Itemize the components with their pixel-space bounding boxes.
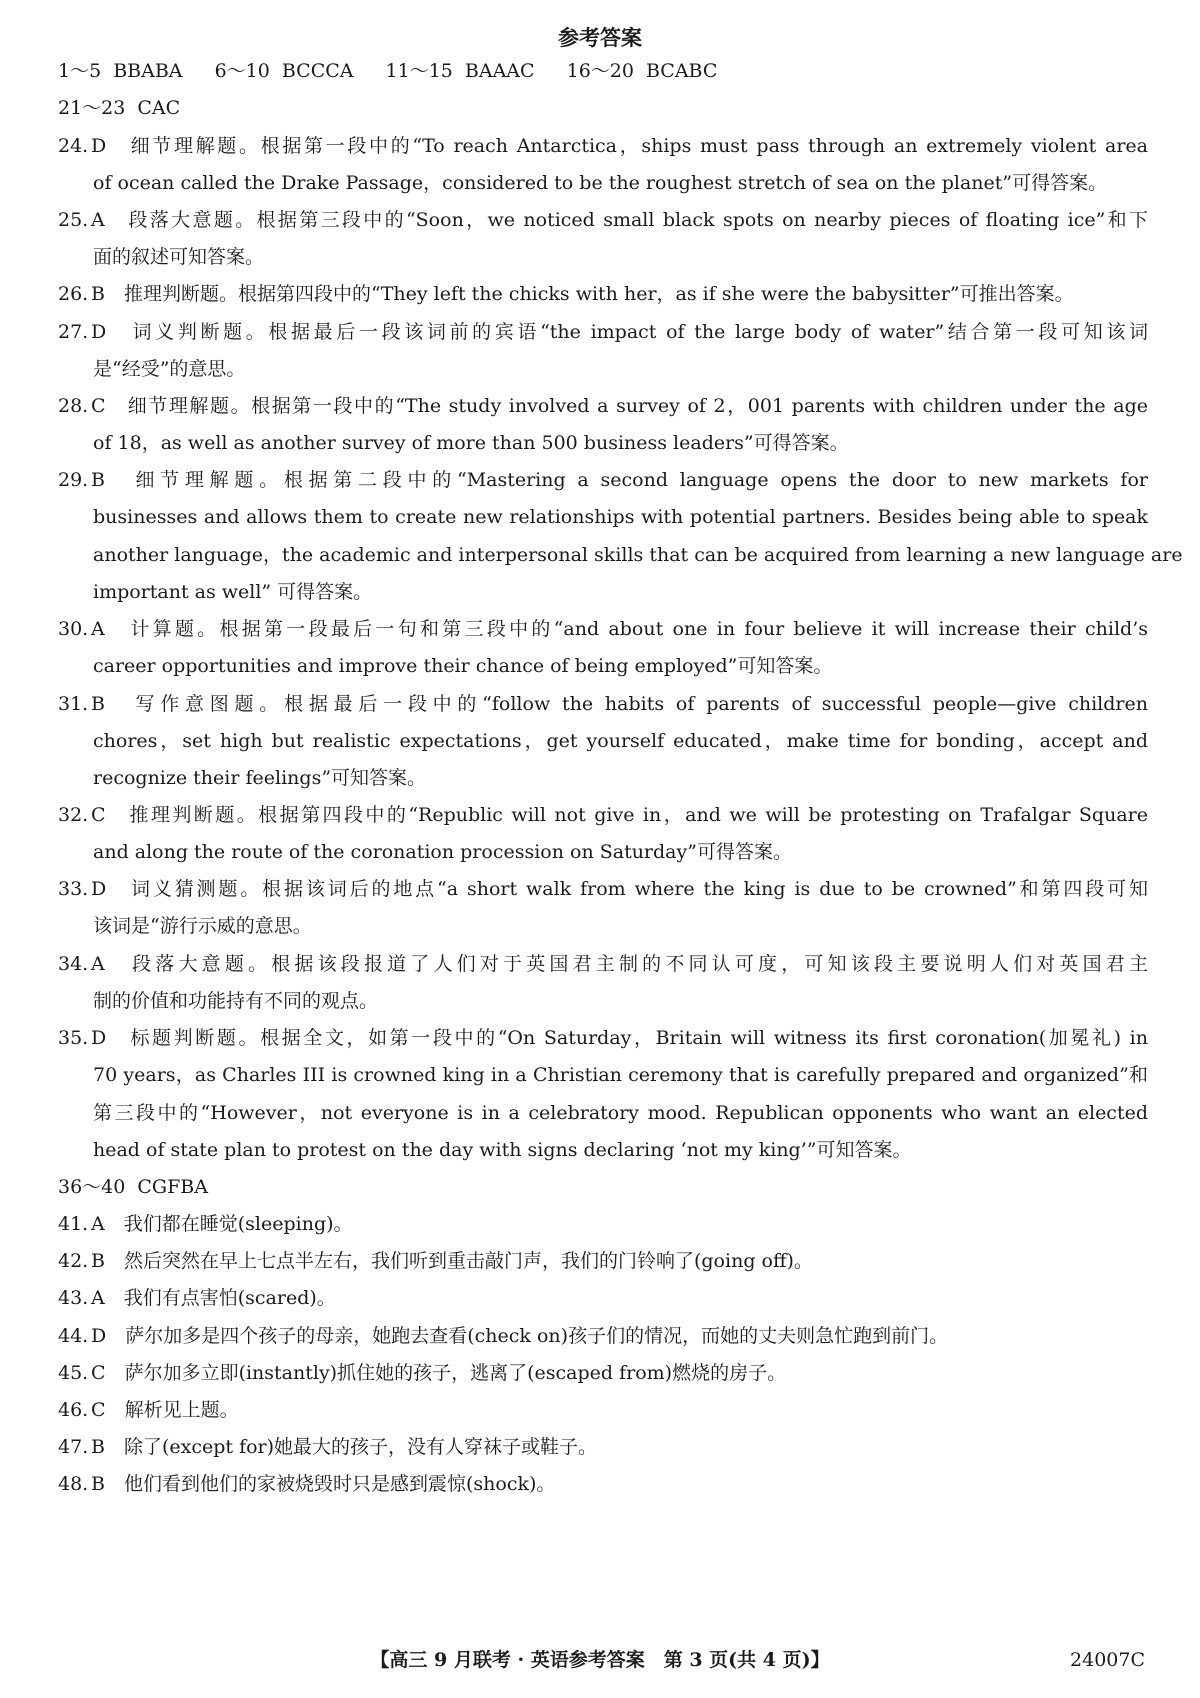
item-number: 30.	[58, 618, 89, 640]
answer-item-31	[58, 684, 1148, 724]
item-explanation: 细节理解题。根据第一段中的“To reach Antarctica，ships must pass through an extremely violent area	[130, 135, 1148, 157]
mc-range: 1～5	[58, 60, 102, 82]
item-number: 34.	[58, 953, 89, 975]
answer-item-30	[58, 609, 1148, 649]
answer-item-28	[58, 386, 1148, 426]
item-number: 33.	[58, 878, 89, 900]
cloze-item-48	[58, 1464, 1148, 1504]
mc-group	[386, 60, 535, 82]
answer-item-26	[58, 274, 1148, 314]
page-title: 参考答案	[558, 25, 642, 50]
item-answer: D	[91, 1027, 107, 1049]
mc-group	[567, 60, 718, 82]
item-number: 42.	[58, 1250, 89, 1272]
answer-item-24	[58, 126, 1148, 166]
item-number: 47.	[58, 1436, 89, 1458]
item-answer: C	[91, 395, 106, 417]
answer-item-29	[58, 460, 1148, 500]
mc-group	[215, 60, 354, 82]
item-explanation: 然后突然在早上七点半左右，我们听到重击敲门声，我们的门铃响了(going off)。	[123, 1250, 813, 1272]
item-number: 48.	[58, 1473, 89, 1495]
cloze-item-42	[58, 1241, 1148, 1281]
item-number: 29.	[58, 469, 89, 491]
answer-item-35-cont: 70 years，as Charles III is crowned king in a Christian ceremony that is carefully prepared and organized”和	[93, 1064, 1148, 1086]
item-number: 32.	[58, 804, 89, 826]
item-answer: A	[91, 1287, 105, 1309]
item-answer: D	[91, 321, 107, 343]
item-answer: B	[91, 1436, 105, 1458]
item-explanation: 我们都在睡觉(sleeping)。	[123, 1213, 353, 1235]
mc-answers: BAAAC	[464, 60, 535, 82]
item-explanation: 写作意图题。根据最后一段中的“follow the habits of parents of successful people—give children	[135, 693, 1148, 715]
mc-group	[58, 1176, 208, 1198]
item-answer: A	[91, 1213, 105, 1235]
answer-item-29-cont: another language，the academic and interpersonal skills that can be acquired from learning a new language are	[93, 544, 1183, 566]
item-number: 41.	[58, 1213, 89, 1235]
cloze-item-43	[58, 1278, 1148, 1318]
cloze-item-44	[58, 1316, 1148, 1356]
mc-group	[58, 60, 183, 82]
footer-title: 【高三 9 月联考 · 英语参考答案 第 3 页(共 4 页)】	[370, 1649, 830, 1671]
mc-answers: BBABA	[113, 60, 183, 82]
mc-group	[58, 97, 180, 119]
cloze-item-46	[58, 1390, 1148, 1430]
answer-item-33	[58, 869, 1148, 909]
answer-item-24-cont: of ocean called the Drake Passage，considered to be the roughest stretch of sea on the planet”可得答案。	[93, 172, 1108, 194]
answer-item-25	[58, 200, 1148, 240]
item-explanation: 推理判断题。根据第四段中的“They left the chicks with her，as if she were the babysitter”可推出答案。	[123, 283, 1074, 305]
answer-item-25-cont: 面的叙述可知答案。	[93, 246, 265, 268]
answer-item-27	[58, 312, 1148, 352]
mc-answers: CAC	[137, 97, 181, 119]
item-number: 45.	[58, 1362, 89, 1384]
answer-item-31-cont: recognize their feelings”可知答案。	[93, 767, 427, 789]
item-answer: B	[91, 1250, 105, 1272]
item-answer: C	[91, 804, 106, 826]
item-answer: A	[91, 618, 105, 640]
item-number: 31.	[58, 693, 89, 715]
item-answer: A	[91, 953, 105, 975]
mc-answers: CGFBA	[137, 1176, 208, 1198]
item-number: 28.	[58, 395, 89, 417]
item-explanation: 萨尔加多是四个孩子的母亲，她跑去查看(check on)孩子们的情况，而她的丈夫则急忙跑到前门。	[125, 1325, 949, 1347]
item-explanation: 萨尔加多立即(instantly)抓住她的孩子，逃离了(escaped from)燃烧的房子。	[124, 1362, 787, 1384]
item-answer: B	[91, 469, 105, 491]
item-explanation: 段落大意题。根据第三段中的“Soon，we noticed small black spots on nearby pieces of floating ice”和下	[128, 209, 1148, 231]
mc-range: 11～15	[385, 60, 453, 82]
item-explanation: 词义判断题。根据最后一段该词前的宾语“the impact of the large body of water”结合第一段可知该词	[132, 321, 1148, 343]
answer-item-29-cont: businesses and allows them to create new relationships with potential partners. Besides being able to speak	[93, 506, 1148, 528]
item-answer: C	[91, 1362, 106, 1384]
answer-item-34-cont: 制的价值和功能持有不同的观点。	[93, 990, 379, 1012]
mc-answers: BCABC	[645, 60, 718, 82]
item-answer: A	[91, 209, 105, 231]
item-answer: C	[91, 1399, 106, 1421]
item-explanation: 词义猜测题。根据该词后的地点“a short walk from where the king is due to be crowned”和第四段可知	[130, 878, 1148, 900]
mc-row-3	[58, 1167, 1148, 1207]
item-number: 43.	[58, 1287, 89, 1309]
page-footer	[0, 1642, 1200, 1678]
item-number: 46.	[58, 1399, 89, 1421]
item-number: 24.	[58, 135, 89, 157]
item-number: 35.	[58, 1027, 89, 1049]
item-answer: B	[91, 1473, 105, 1495]
footer-code: 24007C	[1070, 1649, 1145, 1671]
mc-range: 36～40	[58, 1176, 126, 1198]
mc-row-2	[58, 88, 1148, 128]
mc-answers: BCCCA	[281, 60, 354, 82]
answer-item-35	[58, 1018, 1148, 1058]
item-explanation: 标题判断题。根据全文，如第一段中的“On Saturday，Britain will witness its first coronation(加冕礼) in	[130, 1027, 1148, 1049]
answer-item-33-cont: 该词是“游行示威的意思。	[93, 915, 312, 937]
answer-item-32	[58, 795, 1148, 835]
answer-item-35-cont: head of state plan to protest on the day with signs declaring ‘not my king’”可知答案。	[93, 1139, 912, 1161]
item-explanation: 计算题。根据第一段最后一句和第三段中的“and about one in four believe it will increase their child’s	[130, 618, 1148, 640]
item-explanation: 细节理解题。根据第一段中的“The study involved a survey of 2，001 parents with children under the age	[127, 395, 1148, 417]
answer-item-34	[58, 944, 1148, 984]
cloze-item-47	[58, 1427, 1148, 1467]
answer-item-32-cont: and along the route of the coronation procession on Saturday”可得答案。	[93, 841, 792, 863]
item-explanation: 细节理解题。根据第二段中的“Mastering a second language opens the door to new markets for	[135, 469, 1148, 491]
item-explanation: 他们看到他们的家被烧毁时只是感到震惊(shock)。	[123, 1473, 556, 1495]
answer-item-27-cont: 是“经受”的意思。	[93, 358, 246, 380]
answer-item-29-cont: important as well” 可得答案。	[93, 581, 373, 603]
item-answer: D	[91, 878, 107, 900]
mc-range: 6～10	[214, 60, 270, 82]
answer-item-30-cont: career opportunities and improve their chance of being employed”可知答案。	[93, 655, 833, 677]
item-answer: B	[91, 283, 105, 305]
answer-item-28-cont: of 18，as well as another survey of more than 500 business leaders”可得答案。	[93, 432, 849, 454]
item-explanation: 除了(except for)她最大的孩子，没有人穿袜子或鞋子。	[123, 1436, 598, 1458]
mc-row-1	[58, 51, 1148, 91]
mc-range: 16～20	[566, 60, 634, 82]
item-number: 26.	[58, 283, 89, 305]
item-number: 25.	[58, 209, 89, 231]
item-answer: D	[91, 1325, 107, 1347]
item-answer: D	[91, 135, 107, 157]
answer-item-35-cont: 第三段中的“However，not everyone is in a celebratory mood. Republican opponents who want an elected	[93, 1102, 1148, 1124]
item-number: 44.	[58, 1325, 89, 1347]
cloze-item-41	[58, 1204, 1148, 1244]
item-answer: B	[91, 693, 105, 715]
item-explanation: 段落大意题。根据该段报道了人们对于英国君主制的不同认可度，可知该段主要说明人们对英国君主	[132, 953, 1148, 975]
item-explanation: 我们有点害怕(scared)。	[123, 1287, 336, 1309]
cloze-item-45	[58, 1353, 1148, 1393]
item-explanation: 解析见上题。	[124, 1399, 239, 1421]
item-number: 27.	[58, 321, 89, 343]
mc-range: 21～23	[58, 97, 126, 119]
answer-item-31-cont: chores，set high but realistic expectations，get yourself educated，make time for bonding，accept and	[93, 730, 1148, 752]
item-explanation: 推理判断题。根据第四段中的“Republic will not give in，and we will be protesting on Trafalgar Square	[129, 804, 1148, 826]
